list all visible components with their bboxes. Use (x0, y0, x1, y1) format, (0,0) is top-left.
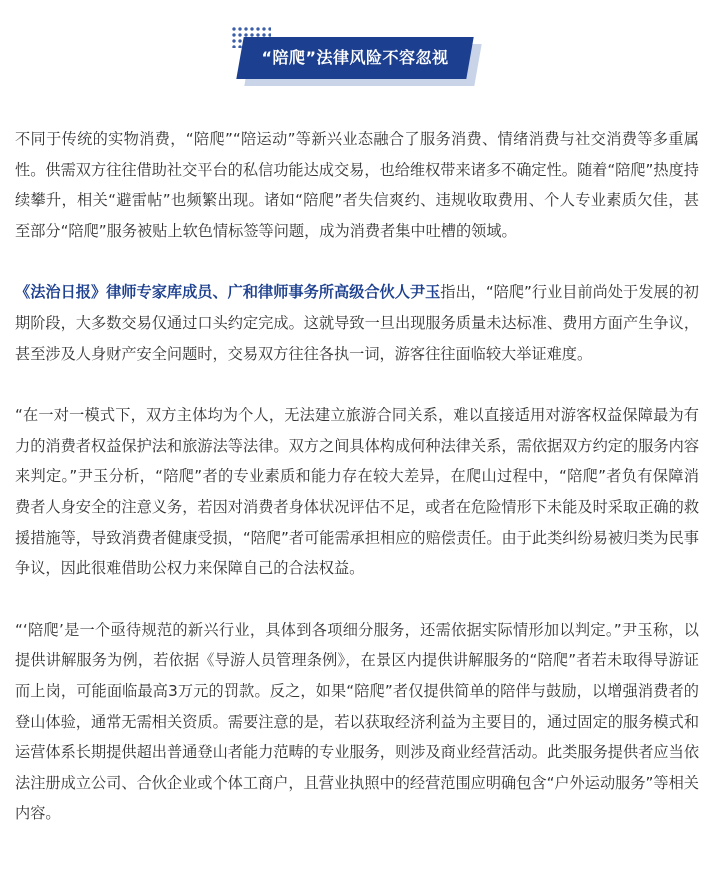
source-attribution-link[interactable]: 《法治日报》律师专家库成员、广和律师事务所高级合伙人尹玉 (15, 283, 441, 302)
section-title: “陪爬”法律风险不容忽视 (261, 48, 449, 67)
paragraph-1: 不同于传统的实物消费，“陪爬”“陪运动”等新兴业态融合了服务消费、情绪消费与社交消费等多重属性。供需双方往往借助社交平台的私信功能达成交易，也给维权带来诸多不确定性。随着“陪爬”热度持续攀升，相关“避雷帖”也频繁出现。诸如“陪爬”者失信爽约、违规收取费用、个人专业素质欠佳，甚至部分“陪爬”服务被贴上软色情标签等问题，成为消费者集中吐槽的领域。 (15, 130, 699, 240)
article-header (0, 0, 714, 110)
paragraph-2 (15, 277, 699, 369)
paragraph-4: “‘陪爬’是一个亟待规范的新兴行业，具体到各项细分服务，还需依据实际情形加以判定。”尹玉称，以提供讲解服务为例，若依据《导游人员管理条例》，在景区内提供讲解服务的“陪爬”者若未取得导游证而上岗，可能面临最高3万元的罚款。反之，如果“陪爬”者仅提供简单的陪伴与鼓励，以增强消费者的登山体验，通常无需相关资质。需要注意的是，若以获取经济利益为主要目的，通过固定的服务模式和运营体系长期提供超出普通登山者能力范畴的专业服务，则涉及商业经营活动。此类服务提供者应当依法注册成立公司、合伙企业或个体工商户，且营业执照中的经营范围应明确包含“户外运动服务”等相关内容。 (15, 620, 699, 823)
paragraph-2-text: 指出，“陪爬”行业目前尚处于发展的初期阶段，大多数交易仅通过口头约定完成。这就导致一旦出现服务质量未达标准、费用方面产生争议，甚至涉及人身财产安全问题时，交易双方往往各执一词，游客往往面临较大举证难度。 (15, 283, 699, 363)
paragraph-3: “在一对一模式下，双方主体均为个人，无法建立旅游合同关系，难以直接适用对游客权益保障最为有力的消费者权益保护法和旅游法等法律。双方之间具体构成何种法律关系，需依据双方约定的服务内容来判定。”尹玉分析，“陪爬”者的专业素质和能力存在较大差异，在爬山过程中，“陪爬”者负有保障消费者人身安全的注意义务，若因对消费者身体状况评估不足，或者在危险情形下未能及时采取正确的救援措施等，导致消费者健康受损，“陪爬”者可能需承担相应的赔偿责任。由于此类纠纷易被归类为民事争议，因此很难借助公权力来保障自己的合法权益。 (15, 406, 699, 578)
article-body (15, 124, 699, 829)
